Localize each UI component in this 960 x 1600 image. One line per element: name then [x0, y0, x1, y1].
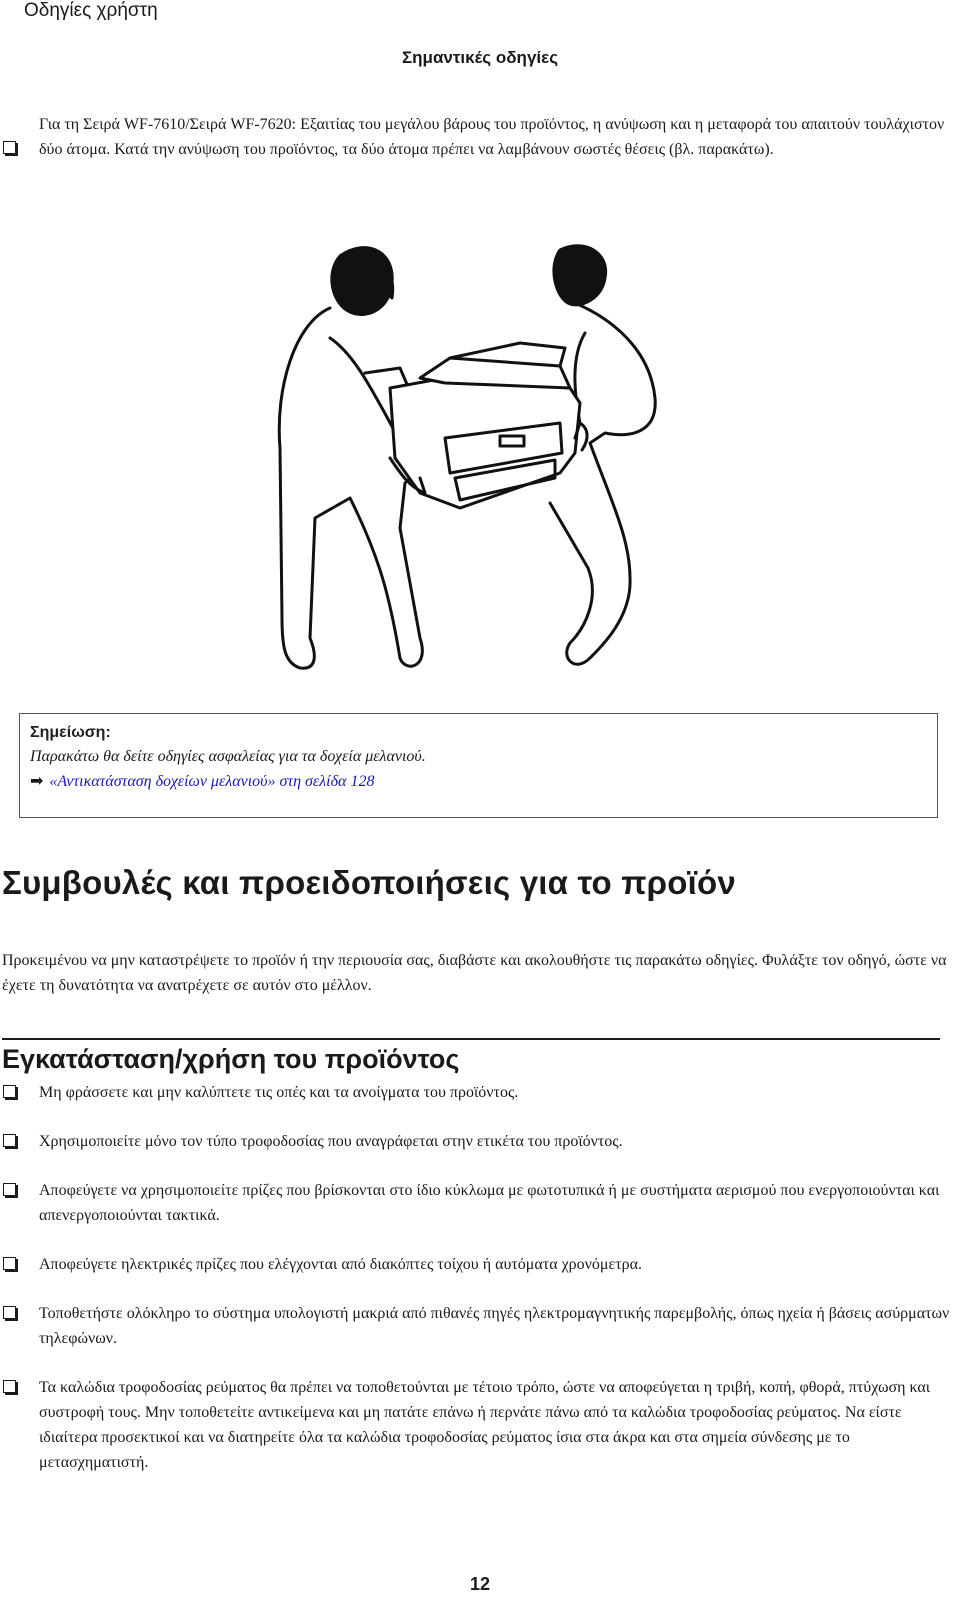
important-instructions-title: Σημαντικές οδηγίες: [401, 48, 559, 67]
list-item: [0, 1301, 960, 1351]
bullet-text: Αποφεύγετε να χρησιμοποιείτε πρίζες που βρίσκονται στο ίδιο κύκλωμα με φωτοτυπικά ή με συστήματα αερισμού που ενεργοποιούνται και απενεργοποιούνται τακτικά.: [39, 1182, 940, 1224]
right-person-body: [550, 303, 655, 664]
bullet-text: Αποφεύγετε ηλεκτρικές πρίζες που ελέγχονται από διακόπτες τοίχου ή αυτόματα χρονόμετρα.: [39, 1256, 642, 1273]
section-intro: Προκειμένου να μην καταστρέψετε το προϊόν ή την περιουσία σας, διαβάστε και ακολουθήστε τις παρακάτω οδηγίες. Φυλάξτε τον οδηγό, ώστε να έχετε τη δυνατότητα να ανατρέχετε σε αυτόν στο μέλλον.: [2, 952, 947, 994]
note-title: Σημείωση:: [30, 724, 111, 741]
checkbox-bullet-icon: [3, 1136, 17, 1151]
arrow-right-icon: ➡: [30, 771, 44, 790]
document-header: Οδηγίες χρήστη: [24, 0, 158, 21]
subsection-heading: Εγκατάσταση/χρήση του προϊόντος: [2, 1038, 940, 1075]
important-bullet-list: [0, 112, 960, 162]
checkbox-bullet-icon: [3, 1087, 17, 1102]
right-person-head: [554, 246, 606, 305]
bullet-text: Τοποθετήστε ολόκληρο το σύστημα υπολογιστή μακριά από πιθανές πηγές ηλεκτρομαγνητικής παρεμβολής, όπως ηχεία ή βάσεις ασύρματων τηλεφώνων.: [39, 1305, 950, 1347]
two-people-lifting-printer-illustration: [270, 238, 690, 678]
bullet-text: Μη φράσσετε και μην καλύπτετε τις οπές και τα ανοίγματα του προϊόντος.: [39, 1084, 519, 1101]
install-bullet-list: [0, 1080, 960, 1475]
note-box: [19, 713, 938, 818]
list-item: [0, 1252, 960, 1277]
note-text: Παρακάτω θα δείτε οδηγίες ασφαλείας για τα δοχεία μελανιού.: [30, 748, 426, 765]
list-item: [0, 1129, 960, 1154]
list-item: [0, 1375, 960, 1475]
section-heading: Συμβουλές και προειδοποιήσεις για το προϊόν: [2, 864, 736, 901]
checkbox-bullet-icon: [3, 139, 17, 154]
bullet-text: Τα καλώδια τροφοδοσίας ρεύματος θα πρέπει να τοποθετούνται με τέτοιο τρόπο, ώστε να αποφεύγεται η τριβή, κοπή, φθορά, πτύχωση και συστροφή τους. Μην τοποθετείτε αντικείμενα και μη πατάτε επάνω ή περνάτε πάνω από τα καλώδια τροφοδοσίας ρεύματος. Να είστε ιδιαίτερα προσεκτικοί και να διατηρείτε όλα τα καλώδια τροφοδοσίας ρεύματος ίσια στα άκρα και στα σημεία σύνδεσης με το μετασχηματιστή.: [39, 1379, 931, 1471]
list-item: [0, 1178, 960, 1228]
checkbox-bullet-icon: [3, 1185, 17, 1200]
bullet-text: Για τη Σειρά WF-7610/Σειρά WF-7620: Εξαιτίας του μεγάλου βάρους του προϊόντος, η ανύψωση και η μεταφορά του απαιτούν τουλάχιστον δύο άτομα. Κατά την ανύψωση του προϊόντος, τα δύο άτομα πρέπει να λαμβάνουν σωστές θέσεις (βλ. παρακάτω).: [39, 116, 945, 158]
checkbox-bullet-icon: [3, 1259, 17, 1274]
bullet-text: Χρησιμοποιείτε μόνο τον τύπο τροφοδοσίας που αναγράφεται στην ετικέτα του προϊόντος.: [39, 1133, 623, 1150]
cross-reference[interactable]: [30, 771, 927, 791]
printer-top: [420, 358, 570, 388]
list-item: [0, 112, 960, 162]
list-item: [0, 1080, 960, 1105]
checkbox-bullet-icon: [3, 1382, 17, 1397]
cross-reference-link[interactable]: «Αντικατάσταση δοχείων μελανιού» στη σελίδα 128: [49, 773, 375, 790]
checkbox-bullet-icon: [3, 1308, 17, 1323]
page-number: 12: [469, 1574, 491, 1594]
